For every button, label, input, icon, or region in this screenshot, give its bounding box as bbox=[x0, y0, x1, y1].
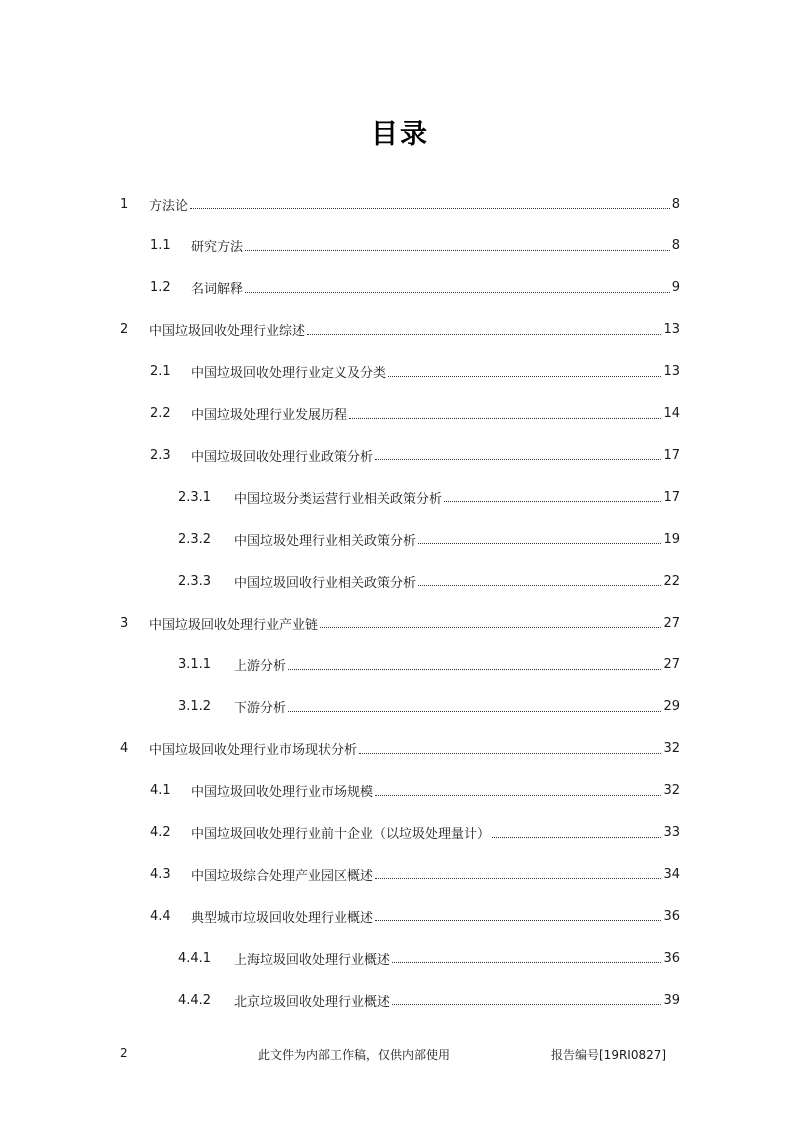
toc-entry-title[interactable]: 中国垃圾回收处理行业产业链 bbox=[149, 617, 319, 633]
toc-entry-page[interactable]: 14 bbox=[663, 406, 680, 421]
toc-entry[interactable] bbox=[120, 183, 680, 225]
toc-entry-title[interactable]: 中国垃圾处理行业发展历程 bbox=[191, 408, 348, 423]
toc-entry-number: 3.1.2 bbox=[178, 699, 212, 715]
toc-entry-page[interactable]: 13 bbox=[663, 322, 680, 338]
toc-entry-title[interactable]: 中国垃圾综合处理产业园区概述 bbox=[191, 868, 374, 884]
toc-entry[interactable] bbox=[150, 351, 680, 393]
toc-entry-page[interactable]: 27 bbox=[663, 657, 680, 673]
footer-confidential-notice: 此文件为内部工作稿，仅供内部使用 bbox=[258, 1048, 451, 1062]
toc-entry-page[interactable]: 19 bbox=[663, 531, 680, 547]
toc-entry-number: 2.3.2 bbox=[178, 531, 212, 547]
toc-entry-number: 4.1 bbox=[150, 783, 171, 799]
toc-entry-page[interactable]: 36 bbox=[663, 950, 680, 966]
toc-dot-leader bbox=[288, 710, 661, 712]
toc-entry[interactable] bbox=[178, 686, 680, 728]
toc-entry-number: 4.4 bbox=[150, 908, 171, 924]
toc-entry-title[interactable]: 中国垃圾分类运营行业相关政策分析 bbox=[234, 491, 443, 507]
toc-dot-leader bbox=[392, 961, 661, 963]
toc-entry[interactable] bbox=[150, 225, 680, 267]
toc-dot-leader bbox=[190, 207, 670, 209]
toc-entry-title[interactable]: 典型城市垃圾回收处理行业概述 bbox=[191, 910, 374, 926]
toc-dot-leader bbox=[245, 249, 670, 251]
toc-entry-number: 1.1 bbox=[150, 238, 171, 254]
toc-dot-leader bbox=[492, 836, 661, 838]
toc-entry[interactable] bbox=[178, 979, 680, 1021]
toc-entry-page[interactable]: 17 bbox=[663, 447, 680, 463]
toc-dot-leader bbox=[375, 458, 661, 460]
toc-dot-leader bbox=[307, 333, 661, 335]
toc-dot-leader bbox=[388, 375, 661, 377]
toc-dot-leader bbox=[444, 500, 661, 502]
toc-entry-title[interactable]: 中国垃圾回收行业相关政策分析 bbox=[234, 575, 417, 591]
toc-entry[interactable] bbox=[178, 518, 680, 560]
toc-entry-page[interactable]: 34 bbox=[663, 866, 680, 882]
toc-entry-number: 3.1.1 bbox=[178, 657, 212, 673]
toc-entry-page[interactable]: 33 bbox=[663, 825, 680, 840]
toc-dot-leader bbox=[375, 877, 661, 879]
toc-entry-number: 2.3 bbox=[150, 447, 171, 463]
toc-entry-page[interactable]: 32 bbox=[663, 741, 680, 757]
toc-entry-page[interactable]: 27 bbox=[663, 615, 680, 631]
toc-entry[interactable] bbox=[150, 895, 680, 937]
toc-entry-title[interactable]: 中国垃圾回收处理行业市场现状分析 bbox=[149, 743, 358, 759]
toc-entry-title[interactable]: 下游分析 bbox=[234, 701, 287, 717]
toc-entry-page[interactable]: 9 bbox=[671, 280, 680, 296]
toc-entry-title[interactable]: 中国垃圾回收处理行业定义及分类 bbox=[191, 366, 387, 382]
toc-entry-title[interactable]: 中国垃圾回收处理行业综述 bbox=[149, 324, 306, 340]
footer-report-id: 报告编号[19RI0827] bbox=[551, 1048, 667, 1062]
toc-dot-leader bbox=[288, 668, 661, 670]
toc-entry[interactable] bbox=[150, 812, 680, 854]
toc-dot-leader bbox=[418, 584, 661, 586]
toc-entry-title[interactable]: 方法论 bbox=[149, 198, 189, 214]
toc-dot-leader bbox=[418, 542, 661, 544]
toc-entry-number: 4.4.1 bbox=[178, 950, 212, 966]
toc-entry[interactable] bbox=[178, 476, 680, 518]
toc-dot-leader bbox=[245, 291, 670, 293]
toc-entry-page[interactable]: 22 bbox=[663, 573, 680, 589]
toc-entry-number: 4.3 bbox=[150, 866, 171, 882]
toc-entry-title[interactable]: 上游分析 bbox=[234, 659, 287, 675]
toc-entry[interactable] bbox=[178, 560, 680, 602]
toc-entry[interactable] bbox=[150, 770, 680, 812]
toc-dot-leader bbox=[375, 919, 661, 921]
toc-entry[interactable] bbox=[150, 434, 680, 476]
toc-entry-number: 2.1 bbox=[150, 364, 171, 380]
page-footer bbox=[0, 1046, 800, 1064]
toc-entry-number: 2.3.1 bbox=[178, 489, 212, 505]
toc-entry-number: 4 bbox=[120, 741, 129, 757]
toc-entry-number: 1 bbox=[120, 196, 129, 212]
toc-entry-page[interactable]: 32 bbox=[663, 783, 680, 799]
toc-entry[interactable] bbox=[150, 853, 680, 895]
toc-dot-leader bbox=[320, 626, 661, 628]
toc-dot-leader bbox=[375, 794, 661, 796]
footer-page-number: 2 bbox=[120, 1046, 128, 1060]
toc-entry-number: 2.2 bbox=[150, 406, 171, 421]
toc-entry-number: 4.4.2 bbox=[178, 992, 212, 1008]
toc-entry[interactable] bbox=[178, 644, 680, 686]
toc-entry-page[interactable]: 39 bbox=[663, 992, 680, 1008]
toc-entry-number: 4.2 bbox=[150, 825, 171, 840]
page-title: 目录 bbox=[371, 119, 429, 150]
toc-entry-page[interactable]: 8 bbox=[671, 238, 680, 254]
toc-entry[interactable] bbox=[150, 393, 680, 435]
toc-entry-number: 2.3.3 bbox=[178, 573, 212, 589]
toc-entry-title[interactable]: 上海垃圾回收处理行业概述 bbox=[234, 952, 391, 968]
toc-entry[interactable] bbox=[120, 309, 680, 351]
toc-entry-title[interactable]: 名词解释 bbox=[191, 282, 244, 298]
toc-entry-number: 2 bbox=[120, 322, 129, 338]
toc-entry-page[interactable]: 8 bbox=[671, 196, 680, 212]
toc-entry-title[interactable]: 研究方法 bbox=[191, 240, 244, 256]
toc-entry[interactable] bbox=[120, 602, 680, 644]
toc-entry-page[interactable]: 36 bbox=[663, 908, 680, 924]
toc-entry-title[interactable]: 中国垃圾回收处理行业政策分析 bbox=[191, 449, 374, 465]
toc-entry[interactable] bbox=[120, 728, 680, 770]
toc-dot-leader bbox=[392, 1003, 661, 1005]
toc-dot-leader bbox=[359, 752, 661, 754]
toc-entry-title[interactable]: 中国垃圾回收处理行业前十企业（以垃圾处理量计） bbox=[191, 827, 491, 842]
toc-dot-leader bbox=[349, 417, 661, 419]
toc-entry-number: 1.2 bbox=[150, 280, 171, 296]
toc-entry-title[interactable]: 中国垃圾回收处理行业市场规模 bbox=[191, 785, 374, 801]
toc-entry-page[interactable]: 13 bbox=[663, 364, 680, 380]
toc-entry-number: 3 bbox=[120, 615, 129, 631]
toc-entry-title[interactable]: 北京垃圾回收处理行业概述 bbox=[234, 994, 391, 1010]
toc-entry-page[interactable]: 29 bbox=[663, 699, 680, 715]
toc-entry-page[interactable]: 17 bbox=[663, 489, 680, 505]
toc-entry[interactable] bbox=[150, 267, 680, 309]
toc-entry-title[interactable]: 中国垃圾处理行业相关政策分析 bbox=[234, 533, 417, 549]
toc-entry[interactable] bbox=[178, 937, 680, 979]
